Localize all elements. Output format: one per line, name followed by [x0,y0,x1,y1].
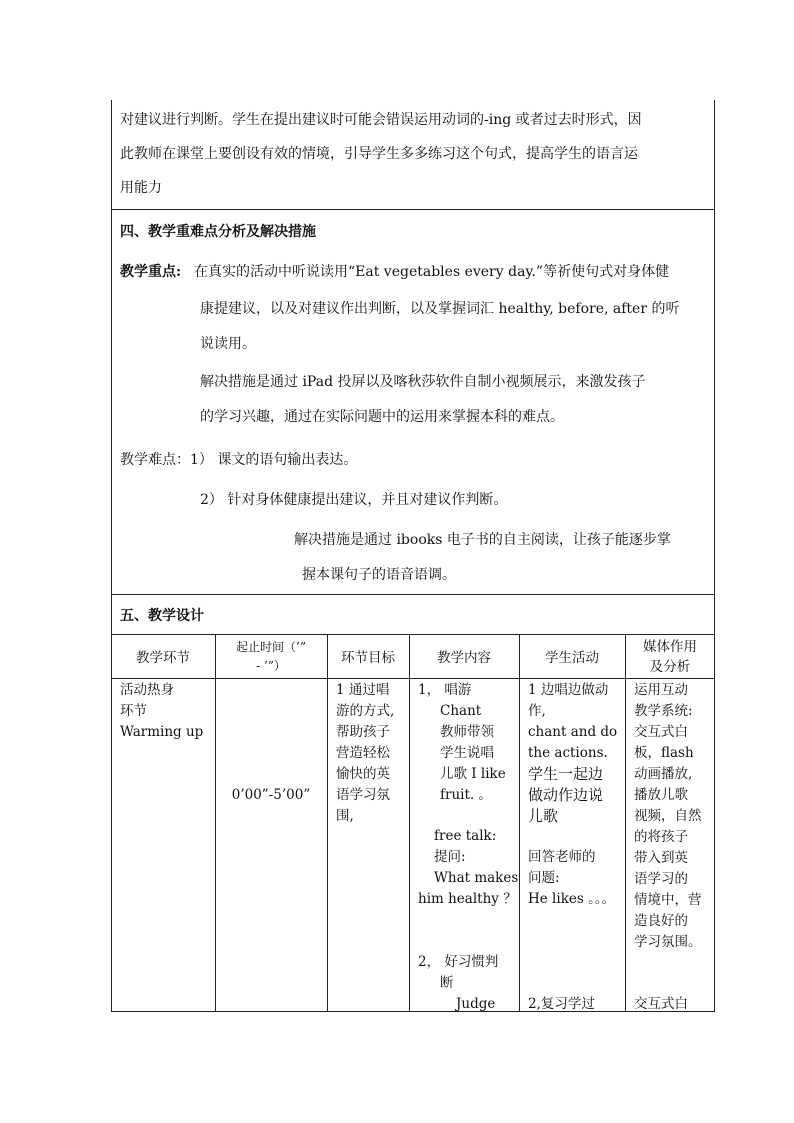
media-a-line-13: 学习氛围。 [634,934,702,950]
activity-b-line-3: He likes 。。。 [528,891,616,907]
content-b-line-4: him healthy ？ [418,891,517,907]
activity-a-line-7: 儿歌 [528,807,559,825]
goal-line-4: 营造轻松 [336,745,390,761]
intro-line-3: 用能力 [120,180,162,196]
media-b-line-1: 交互式白 [634,996,688,1012]
intro-line-1: 对建议进行判断。学生在提出建议时可能会错误运用动词的-ing 或者过去时形式，因 [120,112,642,128]
content-a-line-6: fruit. 。 [440,787,492,803]
goal-line-7: 围, [336,808,354,824]
activity-a-line-6: 做动作边说 [528,786,604,804]
media-a-line-6: 播放儿歌 [634,787,688,803]
key-point-line-1: 在真实的活动中听说读用“Eat vegetables every day.”等祈使句式对身体健 [194,264,670,280]
divider-section5 [111,594,715,595]
goal-line-1: 1 通过唱 [336,682,390,698]
content-a-line-2: Chant [440,703,482,719]
activity-c-line-1: 2,复习学过 [528,996,595,1012]
media-a-line-12: 造良好的 [634,913,688,929]
activity-b-line-2: 问题: [528,870,560,886]
media-a-line-2: 教学系统: [634,703,693,719]
content-c-line-2: 断 [440,975,454,991]
header-time-line-2: - ’”） [256,659,286,673]
activity-b-line-1: 回答老师的 [528,849,596,865]
media-a-line-1: 运用互动 [634,682,688,698]
header-media-line-1: 媒体作用 [643,639,697,655]
header-media-line-2: 及分析 [649,659,691,675]
difficulty-solution-line-1: 解决措施是通过 ibooks 电子书的自主阅读，让孩子能逐步掌 [294,532,671,548]
col-divider-1 [215,634,216,1012]
stage-line-3: Warming up [120,724,204,740]
header-content: 教学内容 [437,650,491,666]
key-point-line-3: 说读用。 [200,336,256,352]
content-b-line-3: What makes [434,870,519,886]
activity-a-line-5: 学生一起边 [528,765,604,783]
content-c-line-1: 2， 好习惯判 [418,954,499,970]
key-solution-line-1: 解决措施是通过 iPad 投屏以及喀秋莎软件自制小视频展示，来激发孩子 [200,374,646,390]
media-a-line-5: 动画播放, [634,766,693,782]
activity-a-line-3: chant and do [528,724,618,740]
media-a-line-11: 情境中，营 [634,892,702,908]
key-point-line-2: 康提建议，以及对建议作出判断，以及掌握词汇 healthy, before, after 的听 [200,301,680,317]
media-a-line-10: 语学习的 [634,871,688,887]
content-a-line-5: 儿歌 I like [440,766,506,782]
intro-line-2: 此教师在课堂上要创设有效的情境，引导学生多多练习这个句式，提高学生的语言运 [120,146,638,162]
stage-line-1: 活动热身 [120,682,174,698]
header-goal: 环节目标 [341,650,395,666]
stage-line-2: 环节 [120,703,147,719]
content-b-line-1: free talk: [434,828,497,844]
section4-heading: 四、教学重难点分析及解决措施 [120,224,316,240]
content-b-line-2: 提问: [434,849,466,865]
section5-heading: 五、教学设计 [120,608,204,624]
header-stage: 教学环节 [136,650,190,666]
header-activity: 学生活动 [545,650,599,666]
difficulty-line-1: 教学难点：1） 课文的语句输出表达。 [120,452,358,468]
content-a-line-1: 1， 唱游 [418,682,472,698]
content-c-line-3: Judge [456,996,496,1012]
media-a-line-7: 视频，自然 [634,808,702,824]
media-a-line-9: 带入到英 [634,850,688,866]
key-solution-line-2: 的学习兴趣，通过在实际问题中的运用来掌握本科的难点。 [200,409,564,425]
activity-a-line-2: 作, [528,703,546,719]
activity-a-line-4: the actions. [528,745,608,761]
key-point-label: 教学重点: [120,264,182,280]
media-a-line-3: 交互式白 [634,724,688,740]
difficulty-solution-line-2: 握本课句子的语音语调。 [302,567,456,583]
time-range: 0’00”-5’00” [231,787,311,803]
goal-line-5: 愉快的英 [336,766,390,782]
col-divider-4 [519,634,520,1012]
goal-line-2: 游的方式, [336,703,395,719]
col-divider-5 [625,634,626,1012]
difficulty-line-2: 2） 针对身体健康提出建议，并且对建议作判断。 [200,492,508,508]
media-a-line-4: 板，flash [634,745,694,761]
divider-section4 [111,209,715,210]
activity-a-line-1: 1 边唱边做动 [528,682,609,698]
media-a-line-8: 的将孩子 [634,829,688,845]
col-divider-2 [327,634,328,1012]
goal-line-6: 语学习氛 [336,787,390,803]
goal-line-3: 帮助孩子 [336,724,390,740]
header-time-line-1: 起止时间（’” [236,640,306,654]
col-divider-3 [409,634,410,1012]
content-a-line-3: 教师带领 [440,724,494,740]
content-a-line-4: 学生说唱 [440,745,494,761]
